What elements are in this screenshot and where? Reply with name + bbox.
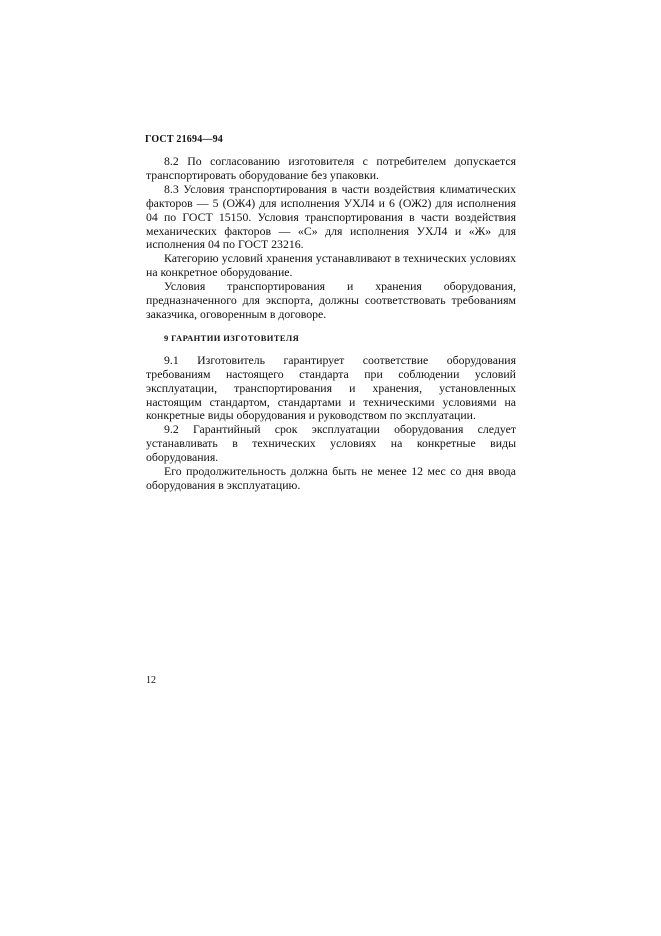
paragraph-8-3: 8.3 Условия транспортирования в части воздействия климатических факторов — 5 (ОЖ4) для исполнения УХЛ4 и 6 (ОЖ2) для исполнения 04 по ГОСТ 15150. Условия транспортирования в части воздействия механических факторов — «С» для исполнения УХЛ4 и «Ж» для исполнения 04 по ГОСТ 23216. [146, 181, 516, 252]
paragraph-9-1: 9.1 Изготовитель гарантирует соответствие оборудования требованиям настоящего стандарта при соблюдении условий эксплуатации, транспортирования и хранения, установленных настоящим стандартом, стандартами и техническими условиями на конкретные виды оборудования и руководством по эксплуатации. [146, 352, 516, 423]
page-number: 12 [146, 675, 156, 686]
document-body [146, 155, 516, 493]
paragraph-warranty-duration: Его продолжительность должна быть не менее 12 мес со дня ввода оборудования в эксплуатацию. [146, 464, 516, 492]
paragraph-export-conditions: Условия транспортирования и хранения оборудования, предназначенного для экспорта, должны соответствовать требованиям заказчика, оговоренным в договоре. [146, 279, 516, 321]
paragraph-storage-category: Категорию условий хранения устанавливают в технических условиях на конкретное оборудование. [146, 251, 516, 280]
document-header: ГОСТ 21694—94 [145, 134, 224, 145]
paragraph-8-2: 8.2 По согласованию изготовителя с потребителем допускается транспортировать оборудование без упаковки. [146, 154, 516, 182]
paragraph-9-2: 9.2 Гарантийный срок эксплуатации оборудования следует устанавливать в технических условиях на конкретные виды оборудования. [146, 422, 516, 465]
section-9-title: 9 ГАРАНТИИ ИЗГОТОВИТЕЛЯ [164, 332, 300, 343]
